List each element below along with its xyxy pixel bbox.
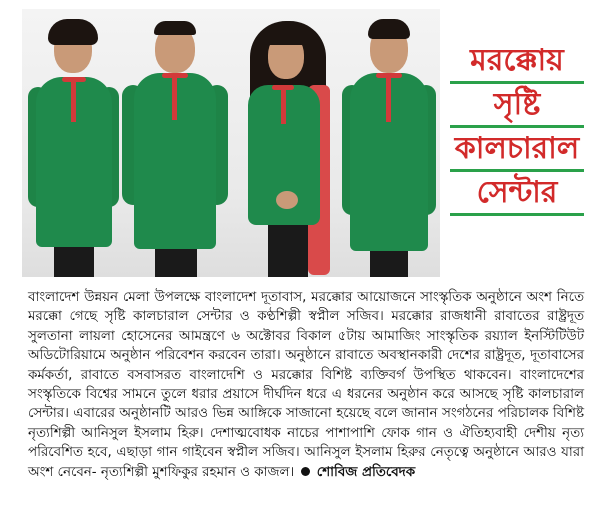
headline-line-1: মরক্কোয়	[470, 43, 564, 78]
news-photo	[22, 9, 440, 277]
headline-rule	[450, 213, 584, 216]
headline-line-2: সৃষ্টি	[493, 87, 541, 122]
byline: শোবিজ প্রতিবেদক	[316, 464, 416, 480]
article-body	[28, 288, 584, 482]
headline-line-4: সেন্টার	[476, 175, 558, 210]
headline	[442, 40, 592, 216]
person-3	[232, 15, 344, 277]
article-text: বাংলাদেশ উন্নয়ন মেলা উপলক্ষে বাংলাদেশ দূতাবাস, মরক্কোর আয়োজনে সাংস্কৃতিক অনুষ্ঠানে অংশ নিতে মরক্কো গেছে সৃষ্টি কালচারাল সেন্টার ও কণ্ঠশিল্পী স্বপ্নীল সজিব। মরক্কোর রাজধানী রাবাতের রাষ্ট্রদূত সুলতানা লায়লা হোসেনের আমন্ত্রণে ৬ অক্টোবর বিকাল ৫টায় আমাজিং সাংস্কৃতিক রয়্যাল ইনস্টিটিউট অডিটোরিয়ামে অনুষ্ঠান পরিবেশন করবেন তারা। অনুষ্ঠানে রাবাতে অবস্থানকারী দেশের রাষ্ট্রদূত, দূতাবাসের কর্মকর্তা, রাবাতে বসবাসরত বাংলাদেশি ও মরক্কোর বিশিষ্ট ব্যক্তিবর্গ উপস্থিত থাকবেন। বাংলাদেশের সংস্কৃতিকে বিশ্বের সামনে তুলে ধরার প্রয়াসে দীর্ঘদিন ধরে এ ধরনের অনুষ্ঠান করে আসছে সৃষ্টি কালচারাল সেন্টার। এবারের অনুষ্ঠানটি আরও ভিন্ন আঙ্গিকে সাজানো হয়েছে বলে জানান সংগঠনের পরিচালক বিশিষ্ট নৃত্যশিল্পী আনিসুল ইসলাম হিরু। দেশাত্মবোধক নাচের পাশাপাশি ফোক গান ও ঐতিহ্যবাহী দেশীয় নৃত্য পরিবেশিত হবে, এছাড়া গান গাইবেন স্বপ্নীল সজিব। আনিসুল ইসলাম হিরুর নেতৃত্বে অনুষ্ঠানে আরও যারা অংশ নেবেন- নৃত্যশিল্পী মুশফিকুর রহমান ও কাজল।	[28, 290, 584, 480]
person-2	[120, 15, 230, 277]
person-1	[26, 15, 121, 277]
headline-line-3: কালচারাল	[454, 131, 580, 166]
person-4	[338, 15, 440, 277]
bullet-icon	[301, 467, 310, 476]
